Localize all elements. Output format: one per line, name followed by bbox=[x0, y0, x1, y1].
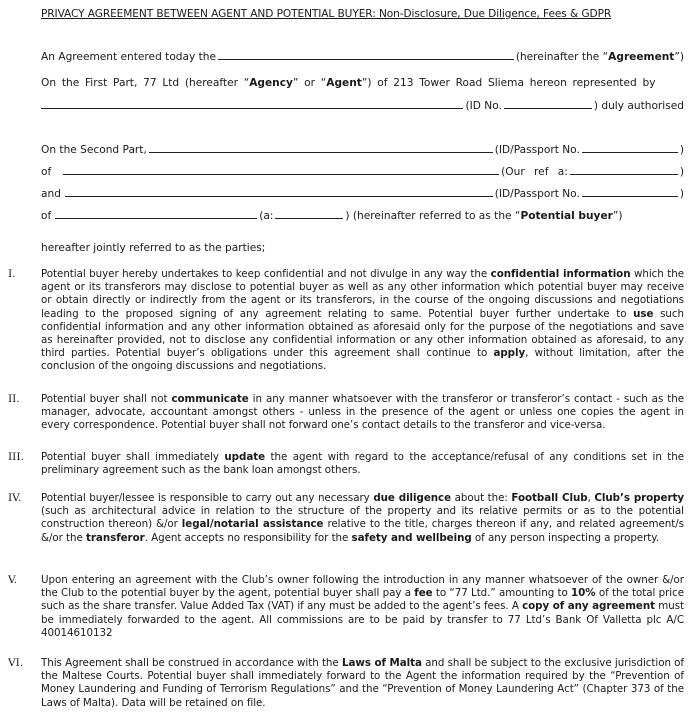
clause-number: III. bbox=[8, 451, 24, 463]
clause-number: I. bbox=[8, 268, 16, 280]
address-field-2[interactable] bbox=[55, 207, 257, 219]
clause-emphasis: due diligence bbox=[373, 492, 452, 504]
clause-emphasis: confidential information bbox=[490, 268, 631, 280]
document-title: PRIVACY AGREEMENT BETWEEN AGENT AND POTENTIAL BUYER: Non-Disclosure, Due Diligence, Fees & GDPR bbox=[41, 8, 612, 20]
parties-text: hereafter jointly referred to as the parties; bbox=[41, 242, 266, 254]
agreement-date-label: An Agreement entered today the bbox=[41, 51, 217, 63]
clause-emphasis: 10% bbox=[571, 587, 596, 600]
clause-emphasis: Club’s property bbox=[594, 492, 685, 504]
second-part-name-field[interactable] bbox=[149, 141, 493, 153]
clause-segment: Potential buyer hereby undertakes to keep confidential and not divulge in any way the bbox=[41, 268, 491, 280]
representative-name-field[interactable] bbox=[41, 97, 463, 109]
clause-emphasis: fee bbox=[414, 587, 433, 600]
clause-emphasis: Laws of Malta bbox=[341, 657, 422, 669]
clause-text bbox=[41, 657, 684, 710]
second-name-field[interactable] bbox=[65, 185, 493, 197]
second-part-line-1 bbox=[41, 141, 684, 156]
close-paren-3: ) bbox=[679, 188, 684, 200]
clause-text bbox=[41, 268, 684, 374]
a-label: (a: bbox=[259, 210, 274, 222]
clause-emphasis: update bbox=[224, 451, 266, 463]
and-label: and bbox=[41, 188, 61, 200]
clause-5 bbox=[0, 574, 684, 640]
clause-segment: Upon entering an agreement with the Club’s owner following the introduction in any manner whatsoever of the owner &/or the Club to the potential buyer by the agent, potential buyer shall pay a bbox=[41, 574, 684, 600]
clause-segment: relative to the title, charges thereon if any, and related agreement/s &/or the bbox=[41, 518, 684, 544]
clause-emphasis: communicate bbox=[171, 393, 249, 405]
clause-segment: about the: bbox=[451, 492, 512, 504]
passport-field-2[interactable] bbox=[582, 185, 678, 197]
our-ref-label: (Our ref a: bbox=[501, 166, 568, 178]
parties-line bbox=[41, 242, 684, 254]
clause-number: VI. bbox=[8, 657, 24, 669]
clause-emphasis: safety and wellbeing bbox=[351, 531, 472, 544]
clause-emphasis: Football Club bbox=[511, 492, 588, 504]
address-field-1[interactable] bbox=[63, 163, 499, 175]
clause-segment: , without limitation, after the conclusion of the ongoing discussions and negotiations. bbox=[41, 347, 684, 373]
agreement-date-field[interactable] bbox=[218, 48, 514, 60]
second-part-line-3 bbox=[41, 185, 684, 200]
clause-text bbox=[41, 451, 684, 477]
id-no-field[interactable] bbox=[504, 97, 592, 109]
clause-segment: Potential buyer/lessee is responsible to carry out any necessary bbox=[41, 492, 374, 504]
clause-6 bbox=[0, 657, 684, 710]
clause-segment: which the agent or its transferors may disclose to potential buyer as well as any other information which potential buyer may receive or obtain directly or indirectly from the agent or its transferors, in the course of the ongoing discussions and negotiations leading to the proposed signing of any agreement relating to same. Potential buyer further undertake to bbox=[41, 268, 685, 320]
our-ref-field[interactable] bbox=[570, 163, 678, 175]
clause-emphasis: transferor bbox=[86, 531, 145, 544]
close-paren-2: ) bbox=[679, 166, 684, 178]
a-ref-field[interactable] bbox=[275, 207, 343, 219]
clause-4 bbox=[0, 492, 684, 545]
clause-3 bbox=[0, 451, 684, 477]
clause-segment: Potential buyer shall immediately bbox=[41, 451, 225, 463]
second-part-label: On the Second Part, bbox=[41, 144, 147, 156]
passport-label-2: (ID/Passport No. bbox=[494, 188, 580, 200]
second-part-line-2 bbox=[41, 163, 684, 178]
clause-number: II. bbox=[8, 393, 20, 405]
clause-segment: such confidential information and any other information obtained as aforesaid only for the purpose of the negotiations and save as hereinafter provided, not to disclose any confidential information or any other information obtained as aforesaid, to any third parties. Potential buyer’s obligations under this agreement shall continue to bbox=[41, 307, 684, 360]
id-no-label: (ID No. bbox=[465, 100, 502, 112]
passport-field-1[interactable] bbox=[582, 141, 678, 153]
close-paren-1: ) bbox=[679, 144, 684, 156]
clause-segment: and shall be subject to the exclusive jurisdiction of the Maltese Courts. Potential buyer shall immediately forward to the Agent the information required by the “Prevention of Money Laundering and Funding of Terrorism Regulations” and the “Prevention of Money Laundering Act” (Chapter 373 of the Laws of Malta). Data will be retained on file. bbox=[41, 657, 685, 709]
clause-segment: in any manner whatsoever with the transferor or transferor’s contact - such as the manager, advocate, accountant amongst others - unless in the presence of the agent or unless one copies the agent in every correspondence. Potential buyer shall not forward one’s contact details to the transferor and vice-versa. bbox=[41, 393, 684, 432]
clause-number: IV. bbox=[8, 492, 22, 504]
clause-segment: . Agent accepts no responsibility for the bbox=[144, 531, 352, 544]
clause-2 bbox=[0, 393, 684, 433]
clause-text bbox=[41, 574, 684, 640]
passport-label-1: (ID/Passport No. bbox=[494, 144, 580, 156]
clause-segment: the agent with regard to the acceptance/refusal of any conditions set in the preliminary agreement such as the bank loan amongst others. bbox=[41, 451, 684, 477]
clause-segment: Potential buyer shall not bbox=[41, 393, 172, 405]
first-part-line bbox=[41, 77, 684, 89]
clause-emphasis: use bbox=[633, 307, 654, 320]
clause-segment: to “77 Ltd.” amounting to bbox=[432, 587, 572, 600]
clause-segment: of any person inspecting a property. bbox=[471, 531, 660, 544]
clause-emphasis: copy of any agreement bbox=[522, 600, 655, 613]
representative-line bbox=[41, 97, 684, 112]
clause-text bbox=[41, 393, 684, 433]
clause-number: V. bbox=[8, 574, 18, 586]
clause-text bbox=[41, 492, 684, 545]
potential-buyer-definition: ) (hereinafter referred to as the “Potential buyer”) bbox=[345, 210, 623, 222]
clause-segment: (such as architectural advice in relation to the structure of the property and its relative permits or as to the potential construction thereon) &/or bbox=[41, 505, 684, 531]
agreement-date-line bbox=[41, 48, 684, 63]
agreement-date-suffix: (hereinafter the “Agreement”) bbox=[515, 51, 684, 63]
clause-emphasis: legal/notarial assistance bbox=[181, 518, 324, 531]
clause-segment: of the total price such as the share transfer. Value Added Tax (VAT) if any must be added to the agent’s fees. A bbox=[41, 587, 684, 613]
id-no-suffix: ) duly authorised bbox=[593, 100, 684, 112]
clause-emphasis: apply bbox=[493, 347, 526, 360]
of-label-2: of bbox=[41, 210, 52, 222]
second-part-line-4 bbox=[41, 207, 684, 222]
clause-1 bbox=[0, 268, 684, 374]
first-part-text: On the First Part, 77 Ltd (hereafter “Agency” or “Agent”) of 213 Tower Road Sliema hereon represented by bbox=[41, 77, 656, 89]
clause-segment: must be immediately forwarded to the agent. All commissions are to be paid by transfer to 77 Ltd’s Bank Of Valletta plc A/C 40014610132 bbox=[41, 600, 684, 639]
clause-segment: This Agreement shall be construed in accordance with the bbox=[41, 657, 342, 669]
clause-segment: , bbox=[587, 492, 595, 504]
of-label-1: of bbox=[41, 166, 52, 178]
